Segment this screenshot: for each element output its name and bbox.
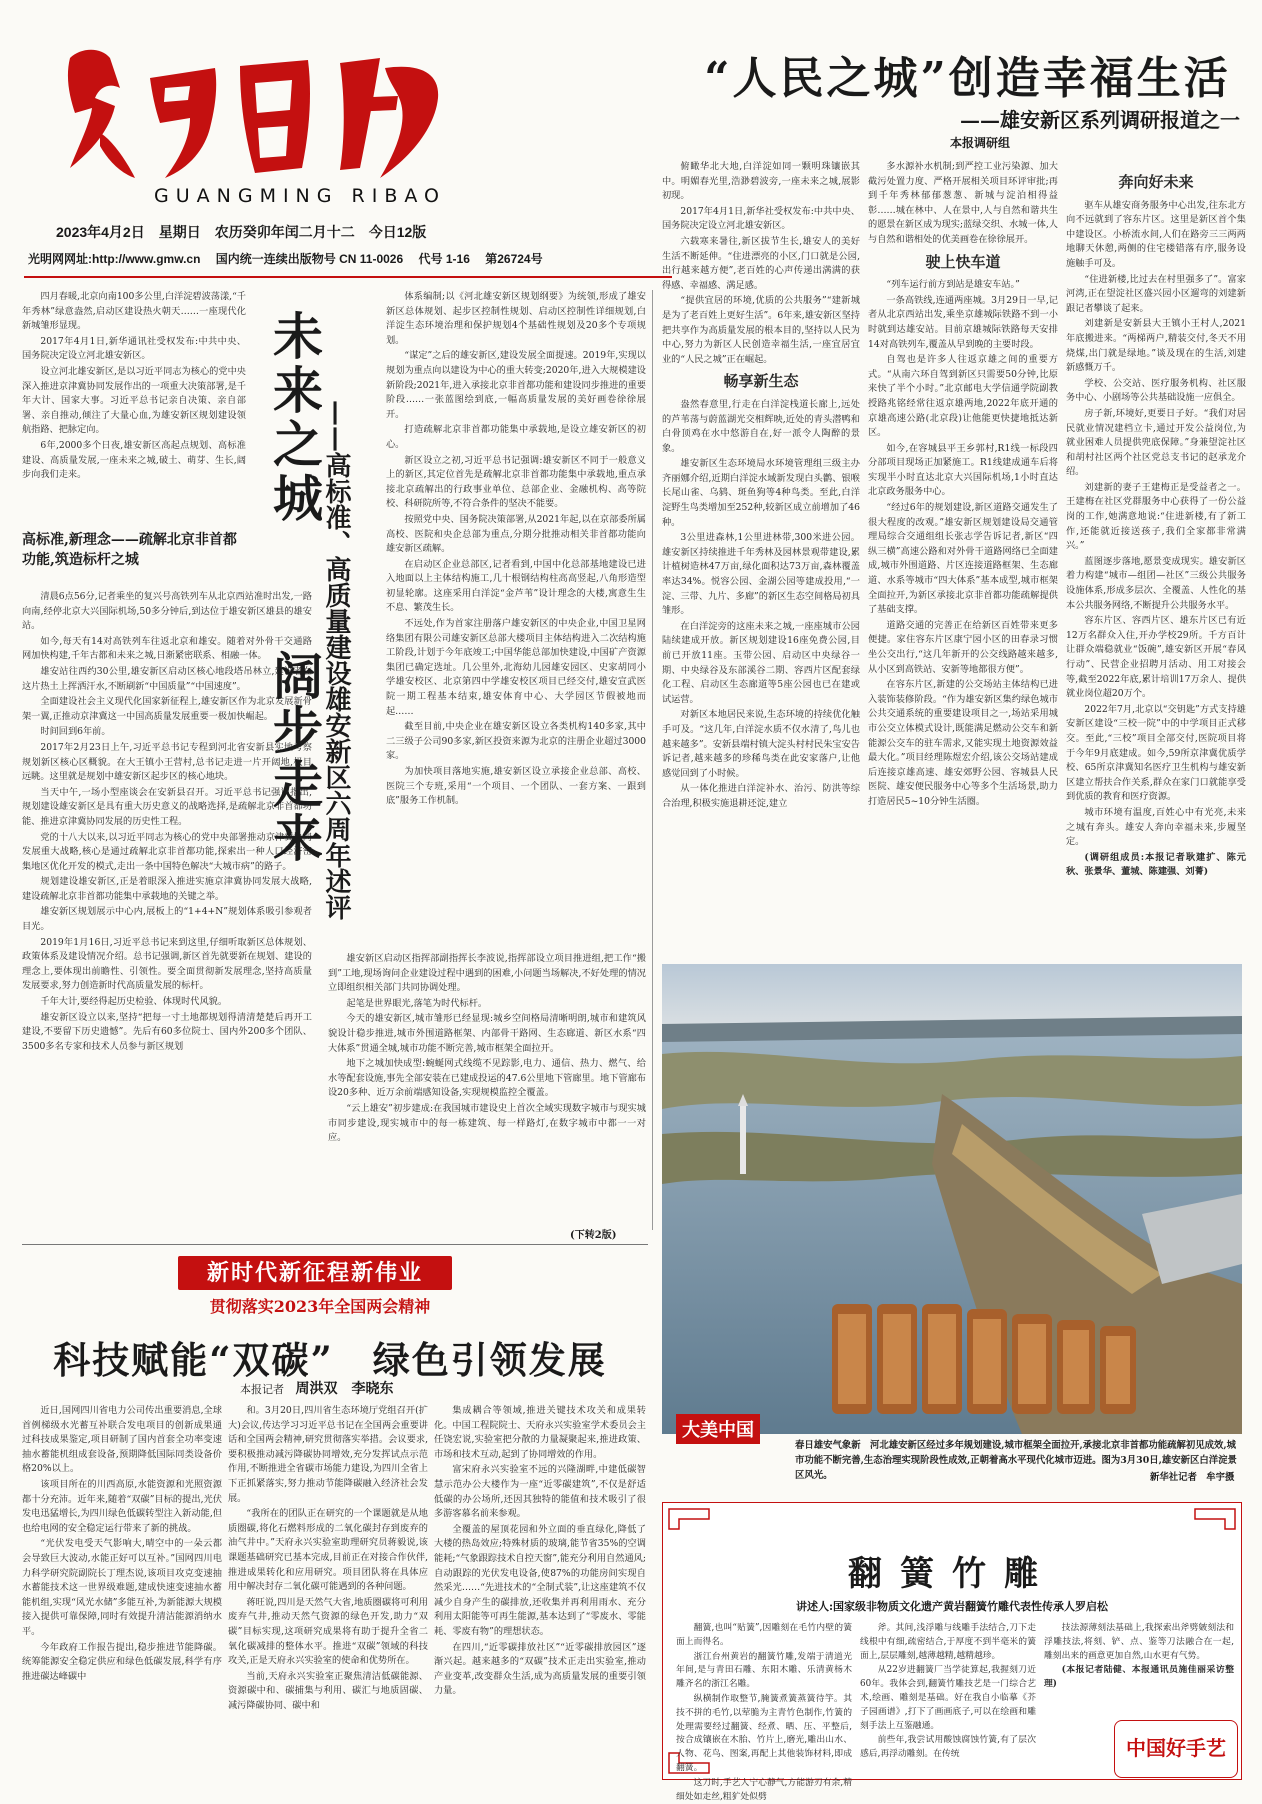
section-title-transport: 驶上快车道 bbox=[925, 253, 1001, 271]
photo-column-tag: 大美中国 bbox=[676, 1414, 760, 1444]
top-story-column-1 bbox=[662, 160, 860, 960]
paragraph: 雄安新区设立以来,坚持“把每一寸土地都规划得清清楚楚后再开工建设,不要留下历史遗憾”。先后有60多位院士、国内外200多个团队、3500多名专家和技术人员参与新区规划 bbox=[22, 1011, 312, 1052]
paragraph: 党的十八大以来,以习近平同志为核心的党中央部署推动京津冀协同发展重大战略,核心是通过疏解北京非首都功能,探索出一种人口经济密集地区优化开发的模式,走出一条中国特色解决“大城市病”的路子。 bbox=[22, 831, 312, 872]
masthead-divider bbox=[24, 276, 672, 278]
paragraph: 房子新,环境好,更要日子好。“我们对居民就业情况建档立卡,通过开发公益岗位,为就业困难人员提供兜底保障。”身兼望淀社区和胡村社区两个社区党总支书记的赵承龙介绍。 bbox=[1066, 407, 1246, 478]
paragraph: 六载寒来暑往,新区拔节生长,雄安人的美好生活不断延伸。“住进漂亮的小区,门口就是公园,出行越来越方便”,老百姓的心声传递出满满的获得感、幸福感、满足感。 bbox=[662, 235, 860, 291]
paragraph: 这刀时,手艺人宁心静气,方能游刃有余,精细处如走丝,粗犷处似劈 bbox=[676, 1777, 852, 1802]
paragraph: 刘建新的妻子王建梅正是受益者之一。王建梅在社区党群服务中心获得了一份公益岗的工作,她满意地说:“住进新楼,有了新工作,还能就近接送孩子,我们全家都非常满兴。” bbox=[1066, 481, 1246, 552]
paragraph: 纵横制作取整节,腌簧煮簧蒸簧待竽。其技不拼的毛竹,以荤脆为主青竹色制作,竹簧的处理需要经过翻簧、经煮、晒、压、平整后,按合成镶嵌在木胎、竹片上,磨光,雕出山水、人物、花鸟、图案,再配上其他装饰材料,即成翻簧。 bbox=[676, 1693, 852, 1773]
paragraph: 该项目所在的川西高原,水能资源和光照资源都十分充沛。近年来,随着“双碳”目标的提出,光伏发电迅猛增长,为四川绿色低碳转型注入新动能,但也给电网的安全稳定运行带来了新的挑战。 bbox=[22, 1478, 222, 1534]
paragraph: 驱车从雄安商务服务中心出发,往东北方向不远就到了容东片区。这里是新区首个集中建设区。小桥流水间,人们在路旁三三两两地聊天休憩,两侧的住宅楼错落有序,服务设施触手可及。 bbox=[1066, 199, 1246, 269]
column-rule bbox=[652, 290, 653, 1230]
paragraph: 四月春暖,北京向南100多公里,白洋淀碧波荡漾,“千年秀林”绿意盎然,启动区建设热火朝天……一座现代化新城雏形显现。 bbox=[22, 291, 246, 332]
paragraph: 全面建设社会主义现代化国家新征程上,雄安新区作为北京发展新骨架一翼,正推动京津冀这一中国高质量发展重要一极加快崛起。 bbox=[22, 696, 312, 722]
paragraph: 2017年4月1日,新华社受权发布:中共中央、国务院决定设立河北雄安新区。 bbox=[662, 205, 860, 232]
paragraph: 时间回到6年前。 bbox=[40, 726, 111, 738]
paragraph: 学校、公交站、医疗服务机构、社区服务中心、小剧场等公共基础设施一应俱全。 bbox=[1066, 377, 1246, 404]
photo-credit: 新华社记者 牟宇摄 bbox=[1150, 1472, 1235, 1483]
paragraph: 富宋府永兴实验室不远的兴隆湖畔,中建低碳智慧示范办公大楼作为一座“近零碳建筑”,不仅是舒适低碳的办公场所,还因其独特的能值和技术吸引了很多游客慕名前来参观。 bbox=[434, 1464, 646, 1520]
paragraph: 如今,每天有14对高铁列车往返北京和雄安。随着对外骨干交通路网加快构建,千年古都和未来之城,日渐紧密联系、相融一体。 bbox=[22, 635, 312, 662]
paragraph: 容东片区、容西片区、雄东片区已有近12万名群众入住,开办学校29所。千方百计让群众端稳就业“饭碗”,雄安新区开展“春风行动”、民营企业招聘月活动、用工对接会等,截至2022年底,累计培训17万余人、提供就业岗位超20万个。 bbox=[1066, 615, 1246, 700]
feature-column-b2 bbox=[328, 952, 646, 1218]
second-story-byline bbox=[240, 1378, 460, 1398]
top-story-subhead: ——雄安新区系列调研报道之一 bbox=[960, 108, 1240, 132]
paragraph: 如今,在容城县平王乡郭村,R1线一标段四分部项目现场正加紧施工。R1线建成通车后将实现半小时直达北京大兴国际机场,1小时直达北京政务服务中心。 bbox=[868, 442, 1058, 498]
paragraph: 蒋旺说,四川是天然气大省,地质圈碳将可利用废弃气井,推动天然气资源的绿色开发,助力“双碳”目标实现,这项研究成果将有助于提升全省二氧化碳减排的整体水平。推进“双碳”领域的科技攻关,正是天府永兴实验室的使命和优势所在。 bbox=[228, 1596, 428, 1667]
second-story-column-1 bbox=[22, 1404, 222, 1786]
feature-vertical-subtitle: ——高标准、高质量建设雄安新区六周年述评 bbox=[321, 400, 351, 920]
paragraph: “谋定”之后的雄安新区,建设发展全面提速。2019年,实现以规划为重点向以建设为中心的重大转变;2020年,进入大规模建设新阶段;2021年,进入承接北京非首都功能和建设同步推进的重要阶段……一张蓝图绘到底,一幅高质量发展的美好画卷徐徐展开。 bbox=[386, 350, 646, 420]
second-story-headline[interactable]: 科技赋能“双碳” 绿色引领发展 bbox=[53, 1338, 607, 1382]
paragraph: 集成耦合等领域,推进关键技术攻关和成果转化。中国工程院院士、天府永兴实验室学术委员会主任饶宏说,实验室把分散的力量凝聚起来,推进政策、市场和技术互动,起到了协同增效的作用。 bbox=[434, 1405, 646, 1460]
paragraph: 翻簧,也叫“贴簧”,因雕刻在毛竹内壁的簧面上而得名。 bbox=[676, 1623, 852, 1647]
paragraph: “我所在的团队正在研究的一个课题就是从地质圈碳,将化石燃料形成的二氧化碳封存到废弃的油气井中。”天府永兴实验室助理研究员蒋毅说,该课题基础研究已基本完成,目前正在对接合作伙伴,推进成果转化和应用研究。项目团队将在具体应用中解决封存二氧化碳可能遇到的各种问题。 bbox=[228, 1508, 428, 1593]
paragraph: 蓝图逐步落地,愿景变成现实。雄安新区着力构建“城市—组团—社区”三级公共服务设施体系,形成多层次、全覆盖、人性化的基本公共服务网络,不断提升公共服务水平。 bbox=[1066, 555, 1246, 611]
good-craft-seal: 中国好手艺 bbox=[1114, 1720, 1238, 1778]
paragraph: 前些年,我尝试用酸蚀腐蚀竹簧,有了层次感后,再浮动雕刻。在传统 bbox=[860, 1735, 1036, 1760]
paragraph: 俯瞰华北大地,白洋淀如同一颗明珠镶嵌其中。明媚春光里,浩渺碧波旁,一座未来之城,展影初现。 bbox=[662, 161, 860, 202]
masthead-pinyin: GUANGMING RIBAO bbox=[154, 185, 446, 207]
paragraph: 和。3月20日,四川省生态环境厅党组召开(扩大)会议,传达学习习近平总书记在全国两会重要讲话和全国两会精神,研究贯彻落实举措。会议要求,要积极推动减污降碳协同增效,充分发挥试点示范作用,不断推进全省碳市场能力建设,为四川全省上下正抓紧落实,努力推动节能降碳融入经济社会发展。 bbox=[228, 1405, 428, 1504]
paragraph: 雄安站往西约30公里,雄安新区启动区核心地段塔吊林立,建设者在这片热土上挥洒汗水,不断刷新“中国质量”“中国速度”。 bbox=[22, 665, 312, 692]
craft-column-1 bbox=[676, 1622, 852, 1802]
paragraph: 自驾也是许多人往返京雄之间的重要方式。“从南六环自驾到新区只需要50分钟,比原来快了半个小时。”北京邮电大学信通学院副教授路兆铭经常往返京雄两地,2022年底开通的京雄高速公路(北京段)让他能更快捷地抵达新区。 bbox=[868, 354, 1058, 439]
paragraph: 今天的雄安新区,城市雏形已经显现:城乡空间格局清晰明朗,城市和建筑风貌设计稳步推进,城市外围道路框架、内部骨干路网、生态廊道、新区水系“四大体系”贯通全城,城市功能不断完善,城市框架全面拉开。 bbox=[328, 1013, 646, 1054]
byline-label: 本报记者 bbox=[240, 1383, 284, 1396]
paragraph: 浙江台州黄岩的翻簧竹雕,发端于清道光年间,是与青田石雕、东阳木雕、乐清黄杨木雕齐名的浙江名雕。 bbox=[676, 1651, 852, 1690]
second-story-column-2 bbox=[228, 1404, 428, 1786]
craft-column-2 bbox=[860, 1622, 1036, 1776]
paragraph: 在容东片区,新建的公交场站主体结构已进入装饰装修阶段。“作为雄安新区集约绿色城市公共交通系统的重要建设项目之一,场站采用城市公交立体模式设计,既能满足燃动公交车和新能源公交车的驻车需求,又能实现土地资源效益最大化。”项目经理陈煜宏介绍,该公交场站建成后连接京雄高速、雄安郊野公园、容城县人民医院、雄安便民服务中心等多个生活场景,助力打造居民5~10分钟生活圈。 bbox=[868, 679, 1058, 807]
feature-title-part-1[interactable]: 未来之城 bbox=[265, 310, 324, 526]
paragraph: 刘建新是安新县大王镇小王村人,2021年底搬进来。“两梯两户,精装交付,冬天不用烧煤,出门就是绿地。”谈及现在的生活,刘建新感慨万千。 bbox=[1066, 318, 1246, 374]
paragraph: 一条高铁线,连通两座城。3月29日一早,记者从北京西站出发,乘坐京雄城际铁路不到一小时就到达雄安站。目前京雄城际铁路每天安排14对高铁列车,覆盖从早到晚的主要时段。 bbox=[868, 294, 1058, 350]
paragraph: 当天中午,一场小型座谈会在安新县召开。习近平总书记强调指出,规划建设雄安新区是具有重大历史意义的战略选择,是疏解北京非首都功能、推进京津冀协同发展的历史性工程。 bbox=[22, 786, 312, 827]
top-story-column-3 bbox=[1066, 160, 1246, 960]
paragraph: 今年政府工作报告提出,稳步推进节能降碳。统筹能源安全稳定供应和绿色低碳发展,科学有序推进碳达峰碳中 bbox=[22, 1641, 222, 1682]
section-title-future: 奔向好未来 bbox=[1118, 174, 1194, 191]
craft-column-3 bbox=[1044, 1622, 1234, 1718]
masthead-info-line bbox=[28, 250, 668, 267]
paragraph: 设立河北雄安新区,是以习近平同志为核心的党中央深入推进京津冀协同发展作出的一项重大决策部署,是千年大计、国家大事。习近平总书记亲自决策、亲自部署、亲自推动,倾注了大量心血,为雄安新区规划建设领航指路、把脉定向。 bbox=[22, 365, 246, 436]
paragraph: 体系编制;以《河北雄安新区规划纲要》为统领,形成了雄安新区总体规划、起步区控制性规划、启动区控制性详细规划,白洋淀生态环境治理和保护规划4个基础性规划及20多个专项规划。 bbox=[386, 291, 646, 346]
paragraph: 6年,2000多个日夜,雄安新区高起点规划、高标准建设、高质量发展,一座未来之城,破土、萌芽、生长,阔步向我们走来。 bbox=[22, 439, 246, 481]
issue-date-line: 2023年4月2日 星期日 农历癸卯年闰二月十二 今日12版 bbox=[56, 224, 427, 240]
paragraph: “经过6年的规划建设,新区道路交通发生了很大程度的改观。”雄安新区规划建设局交通管理局综合交通组组长张志学告诉记者,新区“四纵三横”高速公路和对外骨干道路网络已全面建成,城市外围道路、片区连接道路框架、生态廊道、水系等城市“四大体系”基本成型,城市框架全面拉开,为新区承接北京非首都功能疏解提供了基础支撑。 bbox=[868, 502, 1058, 616]
continued-notice[interactable]: (下转2版) bbox=[570, 1230, 617, 1241]
paragraph: 2017年2月23日上午,习近平总书记专程到河北省安新县实地考察规划新区核心区概貌。在大王镇小王营村,总书记走进一片开阔地,极目远眺。这里就是规划中雄安新区起步区的核心地块。 bbox=[22, 741, 312, 783]
feature-title-part-2[interactable]: 阔步走来 bbox=[265, 650, 324, 866]
postal-code: 代号 1-16 bbox=[418, 252, 470, 266]
paragraph: “列车运行前方到站是雄安车站。” bbox=[886, 279, 1020, 291]
paragraph: 在白洋淀旁的这座未来之城,一座座城市公园陆续建成开放。新区规划建设16座免费公园,目前已开放11座。玉带公园、启动区中央绿谷一期、中央绿谷及东部溪谷二期、容西片区配套绿化工程、启动区生态廊道等5座公园也已在建或试运营。 bbox=[662, 620, 860, 705]
paragraph: 多水源补水机制;到严控工业污染源、加大截污处置力度、严格开展相关项目环评审批;再到千年秀林郁郁葱葱、新城与淀泊相得益彰……城在林中、人在景中,人与自然和谐共生的愿景在新区成为现实;蓝绿交织、水城一体,人与自然和谐相处的优美画卷在徐徐展开。 bbox=[868, 161, 1058, 245]
paragraph: 对新区本地居民来说,生态环境的持续优化触手可及。“这几年,白洋淀水质不仅水清了,鸟儿也越来越多”。安新县端村镇大淀头村村民朱宝安告诉记者,越来越多的珍稀鸟类在此安家落户,让他感觉回到了小时候。 bbox=[662, 709, 860, 779]
paragraph: 为加快项目落地实施,雄安新区设立承接企业总部、高校、医院三个专班,采用“一个项目、一个团队、一套方案、一跟到底”服务工作机制。 bbox=[386, 766, 646, 807]
paragraph: 道路交通的完善正在给新区百姓带来更多便捷。家住容东片区康宁园小区的田春录习惯坐公交出行,“这几年新开的公交线路越来越多,从小区到高铁站、安新等地都很方便”。 bbox=[868, 619, 1058, 675]
section-title-ecology: 畅享新生态 bbox=[723, 373, 799, 391]
paragraph: 当前,天府永兴实验室正聚焦清洁低碳能源、资源碳中和、碳捕集与利用、碳汇与地质固碳、减污降碳协同、碳中和 bbox=[228, 1670, 428, 1711]
second-story-column-3 bbox=[434, 1404, 646, 1786]
feature-column-a bbox=[22, 290, 246, 525]
paragraph: 从一体化推进白洋淀补水、治污、防洪等综合治理,积极实施退耕还淀,建立 bbox=[662, 783, 860, 809]
paragraph: 城市环境有温度,百姓心中有光亮,未来之城有奔头。雄安人奔向幸福未来,步履坚定。 bbox=[1066, 806, 1246, 848]
paragraph: 雄安新区启动区指挥部副指挥长李波说,指挥部设立项目推进组,把工作“搬到”工地,现场询问企业建设过程中遇到的困难,小问题当场解决,不好处理的情况立即组织相关部门共同协调处理。 bbox=[328, 953, 646, 994]
craft-feature-title[interactable]: 翻簧竹雕 bbox=[848, 1554, 1056, 1594]
paragraph: 2017年4月1日,新华通讯社受权发布:中共中央、国务院决定设立河北雄安新区。 bbox=[22, 335, 246, 362]
paragraph: (本报记者陆健、本报通讯员施佳丽采访整理) bbox=[1044, 1665, 1234, 1690]
paragraph: 全覆盖的屋顶花园和外立面的垂直绿化,降低了大楼的热岛效应;特殊材质的玻璃,能节省35%的空调能耗;“气象跟踪技术自控天窗”,能充分利用自然通风;自动跟踪的光伏发电设备,使87%的功能房间实现自然采光……“先进技术的“全制式装”,让这座建筑不仅减少自身产生的碳排放,还收集并再利用雨水、充分利用太阳能等可再生能源,基本达到了“零废水、零能耗、零废有物”的理想状态。 bbox=[434, 1523, 646, 1637]
campaign-subtitle: 贯彻落实2023年全国两会精神 bbox=[209, 1297, 431, 1316]
paragraph: 打造疏解北京非首都功能集中承载地,是设立雄安新区的初心。 bbox=[386, 424, 646, 450]
paragraph: 规划建设雄安新区,正是着眼深入推进实施京津冀协同发展大战略,建设疏解北京非首都功能集中承载地的关键之举。 bbox=[22, 876, 312, 902]
feature-subheading: 高标准,新理念——疏解北京非首都功能,筑造标杆之城 bbox=[22, 532, 237, 568]
craft-feature-subtitle: 讲述人:国家级非物质文化遗产黄岩翻簧竹雕代表性传承人罗启松 bbox=[795, 1600, 1109, 1613]
issn-number: 国内统一连续出版物号 CN 11-0026 bbox=[215, 252, 404, 266]
top-story-byline: 本报调研组 bbox=[949, 136, 1010, 150]
paragraph: 起笔是世界眼光,落笔为时代标杆。 bbox=[346, 997, 488, 1009]
masthead-calligraphy-logo bbox=[40, 28, 460, 198]
paragraph: 新区设立之初,习近平总书记强调:雄安新区不同于一般意义上的新区,其定位首先是疏解北京非首都功能集中承载地,重点承接北京疏解出的行政事业单位、总部企业、金融机构、高等院校、科研院所等,不符合条件的坚决不能要。 bbox=[386, 454, 646, 510]
paragraph: 不远处,作为首家注册落户雄安新区的中央企业,中国卫星网络集团有限公司雄安新区总部大楼项目主体结构进入二次结构施工阶段,计划于今年底竣工;中国华能总部加快建设,中国矿产资源集团已确定选址。几公里外,北海幼儿园雄安园区、史家胡同小学雄安校区、北京第四中学雄安校区项目已经交付,雄安宣武医院一期工程基本结束,雄安体育中心、大学园区节假被地而起…… bbox=[386, 618, 646, 717]
paragraph: 斧。其间,浅浮雕与线雕手法结合,刀下走线根中有细,疏密结合,于厚度不到半毫米的簧面上,层层雕刻,越薄越精,越精越珍。 bbox=[860, 1623, 1036, 1661]
paragraph: 在启动区企业总部区,记者看到,中国中化总部基地建设已进入地面以上主体结构施工,几十根钢结构柱高高竖起,八角形造型初显轮廓。这座采用白洋淀“金芦苇”设计理念的大楼,寓意生生不息、繁茂生长。 bbox=[386, 558, 646, 614]
paragraph: 千年大计,要经得起历史检验、体现时代风貌。 bbox=[40, 996, 228, 1008]
paragraph: 技法源薄刻法基础上,我探索出斧劈皴刻法和浮雕技法,将刻、铲、点、鉴等刀法融合在一起,雕刻出来的画意更加自然,山水更有气势。 bbox=[1044, 1623, 1234, 1661]
section-divider bbox=[22, 1244, 648, 1245]
website-url[interactable]: 光明网网址:http://www.gmw.cn bbox=[28, 252, 201, 266]
photo-caption: 春日雄安气象新 河北雄安新区经过多年规划建设,城市框架全面拉开,承接北京非首都功能疏解初见成效,城市功能不断完善,生态治理实现阶段性成效,正朝着高水平现代化城市迈进。图为3月30日,雄安新区白洋淀景区风光。 bbox=[795, 1440, 1237, 1481]
paragraph: “住进新楼,比过去在村里强多了”。富家河湾,正在望淀社区盛兴园小区遛弯的刘建新跟记者攀谈了起来。 bbox=[1066, 273, 1246, 314]
paragraph: 截至目前,中央企业在雄安新区设立各类机构140多家,其中二三级子公司90多家,新区投资来源为北京的注册企业超过3000家。 bbox=[386, 721, 646, 762]
campaign-banner: 新时代新征程新伟业 bbox=[178, 1256, 452, 1290]
paragraph: 按照党中央、国务院决策部署,从2021年起,以在京部委所属高校、医院和央企总部为重点,分期分批推动相关非首都功能向雄安新区疏解。 bbox=[386, 513, 646, 555]
paragraph: “光伏发电受天气影响大,晴空中的一朵云都会导致巨大波动,水能正好可以互补。”国网四川电力科学研究院副院长丁理杰说,该项目攻克变速抽水蓄能技术这一世界级难题,建成快速变速抽水蓄能机组,实现“风光水储”多能互补,为新能源大规模接入提供可靠保障,同时有效提升清洁能源消纳水平。 bbox=[22, 1538, 222, 1637]
research-team-credit: (调研组成员:本报记者耿建扩、陈元秋、张景华、董城、陈建强、刘菁) bbox=[1066, 851, 1246, 878]
top-story-headline[interactable]: “人民之城”创造幸福生活 bbox=[704, 53, 1231, 104]
paragraph: 清晨6点56分,记者乘坐的复兴号高铁列车从北京西站准时出发,一路向南,经停北京大兴国际机场,50多分钟后,到达位于雄安新区雄县的雄安站。 bbox=[22, 591, 312, 632]
paragraph: 在四川,“近零碳排放社区”“近零碳排放园区”逐渐兴起。越来越多的“双碳”技术正走出实验室,推动产业变革,改变群众生活,成为高质量发展的重要引领力量。 bbox=[434, 1641, 646, 1697]
issue-number: 第26724号 bbox=[485, 252, 543, 266]
paragraph: “云上雄安”初步建成:在我国城市建设史上首次全域实现数字城市与现实城市同步建设,现实城市中的每一栋建筑、每一样路灯,在数字城市中都一一对应。 bbox=[328, 1102, 646, 1144]
paragraph: 3公里进森林,1公里进林带,300米进公园。雄安新区持续推进千年秀林及园林景观带建设,累计植树造林47万亩,绿化面积达73万亩,森林覆盖率达34%。悦容公园、金湖公园等建成投用,“一淀、三带、九片、多廊”的新区生态空间格局初具雏形。 bbox=[662, 532, 860, 617]
top-story-column-2 bbox=[868, 160, 1058, 960]
paragraph: 盎然春意里,行走在白洋淀栈道长廊上,远处的芦苇荡与蔚蓝湖光交相辉映,近处的青头潜鸭和白骨顶鸡在水中悠游自在,好一派令人陶醉的景象。 bbox=[662, 398, 860, 454]
feature-column-b bbox=[386, 290, 646, 940]
paragraph: 近日,国网四川省电力公司传出重要消息,全球首例梯级水光蓄互补联合发电项目的创新成果通过科技成果鉴定,项目研制了国内首套全功率变速抽水蓄能机组成套设备,预期降低国际同类设备价格20%以上。 bbox=[22, 1405, 222, 1475]
xiongan-landscape-photo[interactable] bbox=[662, 964, 1242, 1434]
paragraph: 从22岁进翻簧厂当学徒算起,我握刻刀近60年。我体会到,翻簧竹雕技艺是一门综合艺术,绘画、雕刻是基础。好在我自小临摹《芥子园画谱》,打下了画画底子,可以在绘画和雕刻手法上互鉴融通。 bbox=[860, 1665, 1036, 1731]
paragraph: 2022年7月,北京以“交钥匙”方式支持雄安新区建设“三校一院”中的中学项目正式移交。至此,“三校”项目全部交付,医院项目将于今年9月底建成。如今,59所京津冀优质学校、65所京津冀知名医疗卫生机构与雄安新区建立帮扶合作关系,群众在家门口就能享受到优质的教育和医疗资源。 bbox=[1066, 703, 1246, 803]
paragraph: “提供宜居的环境,优质的公共服务”“建新城是为了老百姓上更好生活”。6年来,雄安新区坚持把共享作为高质量发展的根本目的,坚持以人民为中心,努力为新区人民创造幸福生活,一座宜居宜业的“人民之城”正在崛起。 bbox=[662, 295, 860, 365]
byline-authors: 周洪双 李晓东 bbox=[295, 1381, 394, 1397]
paragraph: 雄安新区规划展示中心内,展板上的“1+4+N”规划体系吸引参观者目光。 bbox=[22, 906, 312, 933]
paragraph: 雄安新区生态环境局水环境管理组三级主办齐丽娜介绍,近期白洋淀水域新发现白头鹳、银喉长尾山雀、乌鸫、斑鱼狗等4种鸟类。至此,白洋淀野生鸟类增加至252种,较新区成立前增加了46种。 bbox=[662, 458, 860, 528]
paragraph: 2019年1月16日,习近平总书记来到这里,仔细听取新区总体规划、政策体系及建设情况介绍。总书记强调,新区首先就要新在规划、建设的理念上,要体现出前瞻性、引领性。要全面贯彻新发展理念,坚持高质量发展要求,努力创造新时代高质量发展的标杆。 bbox=[22, 936, 312, 992]
paragraph: 地下之城加快成型:蜿蜒网式线缆不见踪影,电力、通信、热力、燃气、给水等配套设施,事先全部安装在已建成投运的47.6公里地下管廊里。地下管廊布设20多种、近万余前端感知设备,实现规模监控全覆盖。 bbox=[328, 1058, 646, 1099]
